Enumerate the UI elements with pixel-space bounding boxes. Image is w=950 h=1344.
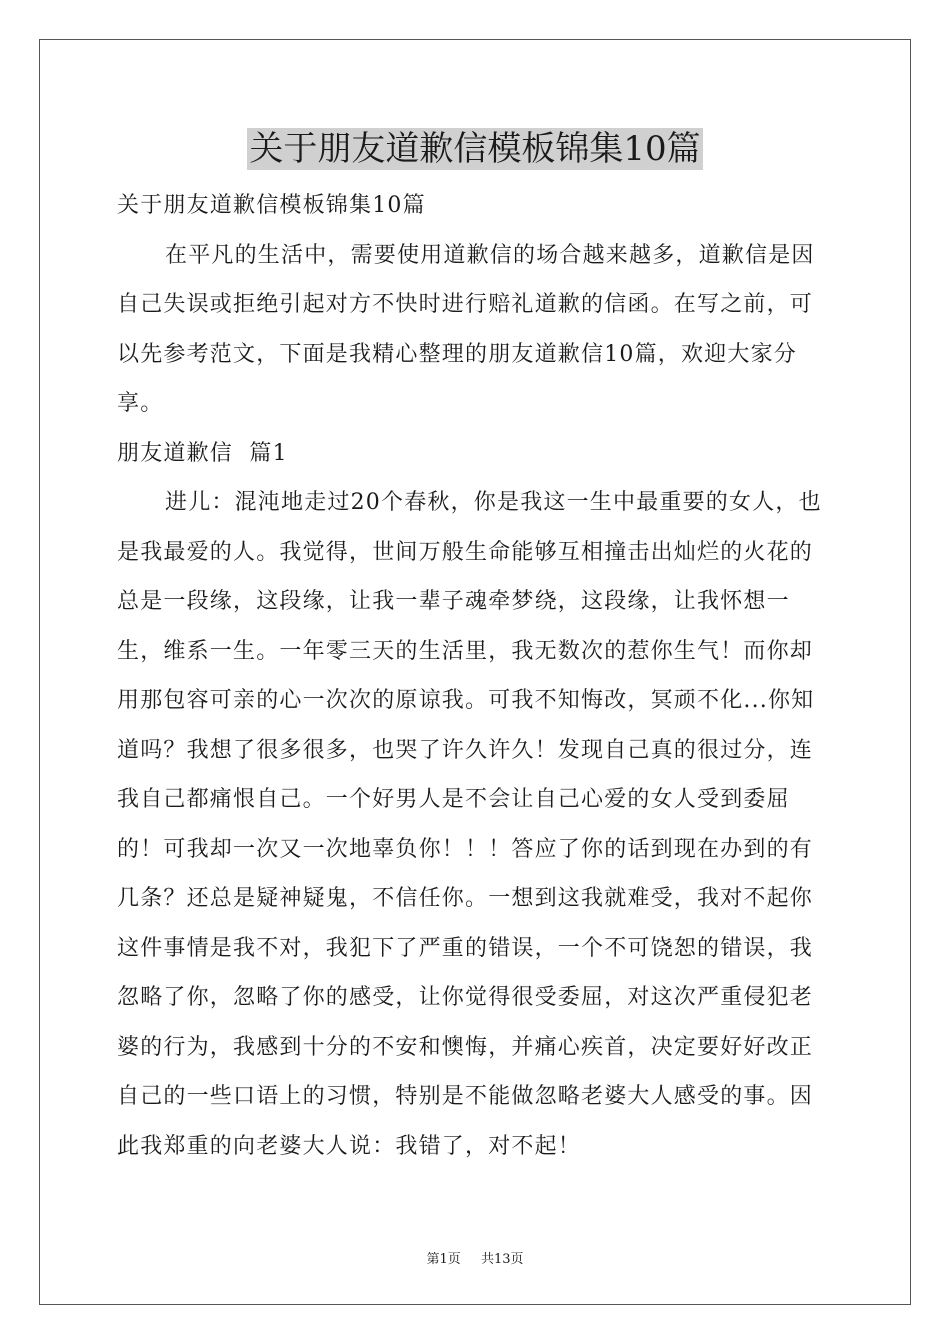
page-number: 第1页: [426, 1252, 461, 1267]
letter-body-paragraph: 进儿：混沌地走过20个春秋，你是我这一生中最重要的女人，也是我最爱的人。我觉得，世间万般生命能够互相撞击出灿烂的火花的总是一段缘，这段缘，让我一辈子魂牵梦绕，这段缘，让我怀想一生，维系一生。一年零三天的生活里，我无数次的惹你生气！而你却用那包容可亲的心一次次的原谅我。可我不知悔改，冥顽不化...你知道吗？我想了很多很多，也哭了许久许久！发现自己真的很过分，连我自己都痛恨自己。一个好男人是不会让自己心爱的女人受到委屈的！可我却一次又一次地辜负你！！！答应了你的话到现在办到的有几条？还总是疑神疑鬼，不信任你。一想到这我就难受，我对不起你这件事情是我不对，我犯下了严重的错误，一个不可饶恕的错误，我忽略了你，忽略了你的感受，让你觉得很受委屈，对这次严重侵犯老婆的行为，我感到十分的不安和懊悔，并痛心疾首，决定要好好改正自己的一些口语上的习惯，特别是不能做忽略老婆大人感受的事。因此我郑重的向老婆大人说：我错了，对不起！: [117, 490, 822, 1159]
section-heading: 朋友道歉信 篇1: [117, 440, 288, 466]
document-content: [117, 181, 833, 1171]
document-subtitle: 关于朋友道歉信模板锦集10篇: [117, 193, 426, 218]
document-title: 关于朋友道歉信模板锦集10篇: [249, 129, 701, 169]
intro-paragraph: 在平凡的生活中，需要使用道歉信的场合越来越多，道歉信是因自己失误或拒绝引起对方不快时进行赔礼道歉的信函。在写之前，可以先参考范文，下面是我精心整理的朋友道歉信10篇，欢迎大家分享。: [117, 242, 815, 416]
document-title-wrapper: [0, 128, 950, 170]
total-pages: 共13页: [480, 1252, 524, 1267]
page-footer: [0, 1248, 950, 1267]
